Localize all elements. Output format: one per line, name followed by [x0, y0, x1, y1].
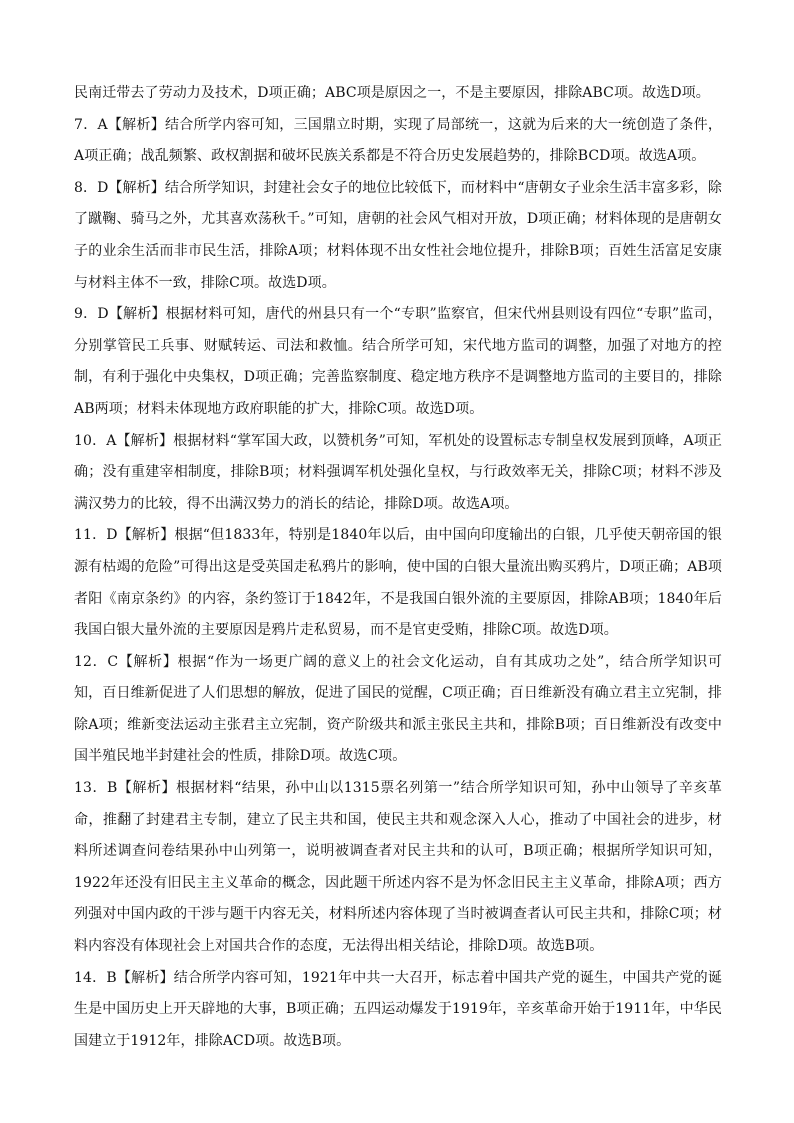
explanation-paragraph-q13: 13．B【解析】根据材料“结果，孙中山以1315票名列第一”结合所学知识可知，孙中山领导了辛亥革命，推翻了封建君主专制，建立了民主共和国，使民主共和观念深入人心，推动了中国社会的进步，材料所述调查问卷结果孙中山列第一，说明被调查者对民主共和的认可，B项正确；根据所学知识可知，1922年还没有旧民主主义革命的概念，因此题干所述内容不是为怀念旧民主主义革命，排除A项；西方列强对中国内政的干涉与题干内容无关，材料所述内容体现了当时被调查者认可民主共和，排除C项；材料内容没有体现社会上对国共合作的态度，无法得出相关结论，排除D项。故选B项。 [74, 780, 722, 955]
explanation-paragraph-q12: 12．C【解析】根据“作为一场更广阔的意义上的社会文化运动，自有其成功之处”，结合所学知识可知，百日维新促进了人们思想的解放，促进了国民的觉醒，C项正确；百日维新没有确立君主立宪制，排除A项；维新变法运动主张君主立宪制，资产阶级共和派主张民主共和，排除B项；百日维新没有改变中国半殖民地半封建社会的性质，排除D项。故选C项。 [74, 653, 722, 765]
answer-explanations-page [74, 78, 722, 1057]
explanation-paragraph-q7: 7．A【解析】结合所学内容可知，三国鼎立时期，实现了局部统一，这就为后来的大一统创造了条件，A项正确；战乱频繁、政权割据和破坏民族关系都是不符合历史发展趋势的，排除BCD项。故选A项。 [74, 116, 722, 165]
explanation-paragraph-q8: 8．D【解析】结合所学知识，封建社会女子的地位比较低下，而材料中“唐朝女子业余生活丰富多彩，除了蹴鞠、骑马之外，尤其喜欢荡秋千。”可知，唐朝的社会风气相对开放，D项正确；材料体现的是唐朝女子的业余生活而非市民生活，排除A项；材料体现不出女性社会地位提升，排除B项；百姓生活富足安康与材料主体不一致，排除C项。故选D项。 [74, 179, 722, 291]
explanation-paragraph-q11: 11．D【解析】根据“但1833年，特别是1840年以后，由中国向印度输出的白银，几乎使天朝帝国的银源有枯竭的危险”可得出这是受英国走私鸦片的影响，使中国的白银大量流出购买鸦片，D项正确；AB项者阳《南京条约》的内容，条约签订于1842年，不是我国白银外流的主要原因，排除AB项；1840年后我国白银大量外流的主要原因是鸦片走私贸易，而不是官吏受贿，排除C项。故选D项。 [74, 527, 722, 639]
explanation-paragraph-q14: 14．B【解析】结合所学内容可知，1921年中共一大召开，标志着中国共产党的诞生，中国共产党的诞生是中国历史上开天辟地的大事，B项正确；五四运动爆发于1919年，辛亥革命开始于1911年，中华民国建立于1912年，排除ACD项。故选B项。 [74, 969, 722, 1049]
explanation-paragraph-q9: 9．D【解析】根据材料可知，唐代的州县只有一个“专职”监察官，但宋代州县则设有四位“专职”监司，分别掌管民工兵事、财赋转运、司法和救恤。结合所学可知，宋代地方监司的调整，加强了对地方的控制，有利于强化中央集权，D项正确；完善监察制度、稳定地方秩序不是调整地方监司的主要目的，排除AB两项；材料未体现地方政府职能的扩大，排除C项。故选D项。 [74, 306, 722, 417]
explanation-paragraph-continued: 民南迁带去了劳动力及技术，D项正确；ABC项是原因之一，不是主要原因，排除ABC项。故选D项。 [74, 85, 710, 101]
explanation-paragraph-q10: 10．A【解析】根据材料“掌军国大政，以赞机务”可知，军机处的设置标志专制皇权发展到顶峰，A项正确；没有重建宰相制度，排除B项；材料强调军机处强化皇权，与行政效率无关，排除C项；材料不涉及满汉势力的比较，得不出满汉势力的消长的结论，排除D项。故选A项。 [74, 432, 722, 512]
